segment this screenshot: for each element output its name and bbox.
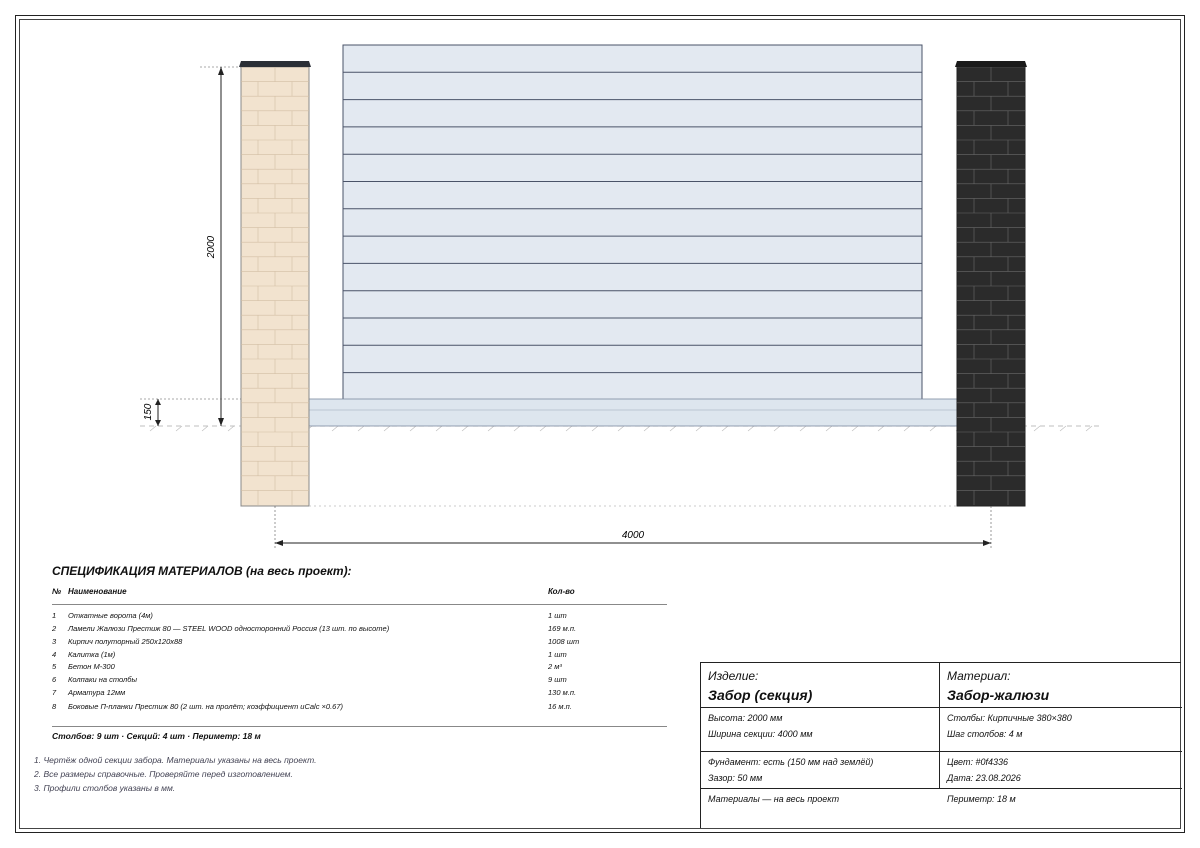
perimeter-value: Периметр: 18 м <box>947 794 1016 804</box>
ground-hatch-stroke <box>150 426 156 431</box>
right-post-cap <box>955 61 1027 67</box>
ground-hatch-stroke <box>202 426 208 431</box>
post-step-value: Шаг столбов: 4 м <box>947 729 1023 739</box>
spec-row-qty: 9 шт <box>548 675 567 684</box>
section-width-value: Ширина секции: 4000 мм <box>708 729 813 739</box>
note-line: 1. Чертёж одной секции забора. Материалы указаны на весь проект. <box>34 755 317 765</box>
slat-panel <box>343 45 922 400</box>
ground-hatch-stroke <box>670 426 676 431</box>
spec-row-name: Калитка (1м) <box>68 650 116 659</box>
ground-hatch-stroke <box>592 426 598 431</box>
spec-row <box>0 637 700 649</box>
spec-row-no: 5 <box>52 662 57 671</box>
material-label: Материал: <box>947 669 1011 683</box>
title-block-divider-vertical <box>939 663 940 788</box>
ground-hatch-stroke <box>462 426 468 431</box>
title-block-divider <box>701 788 1182 789</box>
ground-hatch-stroke <box>410 426 416 431</box>
ground-hatch-stroke <box>358 426 364 431</box>
ground-hatch-stroke <box>1086 426 1092 431</box>
spec-row-name: Колпаки на столбы <box>68 675 138 684</box>
color-value: Цвет: #0f4336 <box>947 757 1008 767</box>
spec-row-qty: 169 м.п. <box>548 624 577 633</box>
spec-row-qty: 1 шт <box>548 611 567 620</box>
spec-row <box>0 688 700 700</box>
spec-row-qty: 1008 шт <box>548 637 580 646</box>
gap-value: Зазор: 50 мм <box>708 773 763 783</box>
product-label: Изделие: <box>708 669 759 683</box>
spec-row-no: 1 <box>52 611 57 620</box>
ground-hatch-stroke <box>332 426 338 431</box>
ground-hatch-stroke <box>904 426 910 431</box>
ground-hatch-stroke <box>800 426 806 431</box>
title-block <box>700 662 1181 828</box>
ground-hatch-stroke <box>930 426 936 431</box>
ground-hatch-stroke <box>852 426 858 431</box>
spec-row-no: 2 <box>52 624 57 633</box>
spec-row-name: Бетон М-300 <box>68 662 115 671</box>
ground-hatch-stroke <box>488 426 494 431</box>
ground-hatch-stroke <box>384 426 390 431</box>
title-block-divider <box>701 707 1182 708</box>
ground-hatch-stroke <box>644 426 650 431</box>
spec-col-qty: Кол-во <box>548 587 575 596</box>
ground-hatch-stroke <box>826 426 832 431</box>
height-value: Высота: 2000 мм <box>708 713 783 723</box>
ground-hatch-stroke <box>436 426 442 431</box>
ground-hatch-stroke <box>176 426 182 431</box>
spec-row <box>0 662 700 674</box>
spec-row-qty: 16 м.п. <box>548 702 572 711</box>
title-block-divider <box>701 751 1182 752</box>
slat-panel-outline <box>343 45 922 400</box>
product-value: Забор (секция) <box>708 687 813 703</box>
spec-row-no: 7 <box>52 688 57 697</box>
foundation-value: Фундамент: есть (150 мм над землёй) <box>708 757 874 767</box>
spec-row-name: Арматура 12мм <box>68 688 126 697</box>
spec-row-name: Кирпич полуторный 250x120x88 <box>68 637 183 646</box>
ground-hatch-stroke <box>1060 426 1066 431</box>
ground-hatch-stroke <box>228 426 234 431</box>
ground-hatch-stroke <box>514 426 520 431</box>
left-post-cap <box>239 61 311 67</box>
spec-row <box>0 702 700 714</box>
spec-row-qty: 2 м³ <box>548 662 562 671</box>
ground-hatch-stroke <box>566 426 572 431</box>
spec-col-no: № <box>52 587 62 596</box>
spec-header-divider <box>52 604 667 605</box>
spec-footer-divider <box>52 726 667 727</box>
spec-col-name: Наименование <box>68 587 127 596</box>
ground-hatch-stroke <box>774 426 780 431</box>
date-value: Дата: 23.08.2026 <box>947 773 1021 783</box>
ground-hatch-stroke <box>878 426 884 431</box>
spec-row-no: 3 <box>52 637 57 646</box>
spec-title: СПЕЦИФИКАЦИЯ МАТЕРИАЛОВ (на весь проект): <box>52 564 352 578</box>
material-value: Забор-жалюзи <box>947 687 1050 703</box>
foundation-plinth <box>309 399 957 426</box>
ground-hatch-stroke <box>540 426 546 431</box>
dim-width-label: 4000 <box>621 530 645 541</box>
dim-plinth-label: 150 <box>143 403 154 421</box>
spec-row-name: Боковые П-планки Престиж 80 (2 шт. на пролёт; коэффициент uCalc ×0.67) <box>68 702 344 711</box>
note-line: 2. Все размеры справочные. Проверяйте перед изготовлением. <box>34 769 293 779</box>
spec-row <box>0 650 700 662</box>
ground-hatch-stroke <box>696 426 702 431</box>
spec-row-no: 6 <box>52 675 57 684</box>
right-brick-post <box>955 61 1027 506</box>
spec-row <box>0 624 700 636</box>
left-brick-post <box>239 61 311 506</box>
spec-row <box>0 611 700 623</box>
spec-summary: Столбов: 9 шт · Секций: 4 шт · Периметр: 18 м <box>52 731 261 741</box>
materials-note: Материалы — на весь проект <box>708 794 840 804</box>
posts-value: Столбы: Кирпичные 380×380 <box>947 713 1072 723</box>
ground-hatch-stroke <box>722 426 728 431</box>
spec-row <box>0 675 700 687</box>
spec-row-name: Ламели Жалюзи Престиж 80 — STEEL WOOD односторонний Россия (13 шт. по высоте) <box>68 624 390 633</box>
spec-row-name: Откатные ворота (4м) <box>68 611 153 620</box>
ground-hatch-stroke <box>618 426 624 431</box>
spec-row-no: 4 <box>52 650 57 659</box>
spec-row-qty: 130 м.п. <box>548 688 577 697</box>
note-line: 3. Профили столбов указаны в мм. <box>34 783 176 793</box>
ground-hatch-stroke <box>1034 426 1040 431</box>
dim-height-label: 2000 <box>206 235 217 259</box>
ground-hatch-stroke <box>748 426 754 431</box>
spec-row-qty: 1 шт <box>548 650 567 659</box>
spec-row-no: 8 <box>52 702 57 711</box>
